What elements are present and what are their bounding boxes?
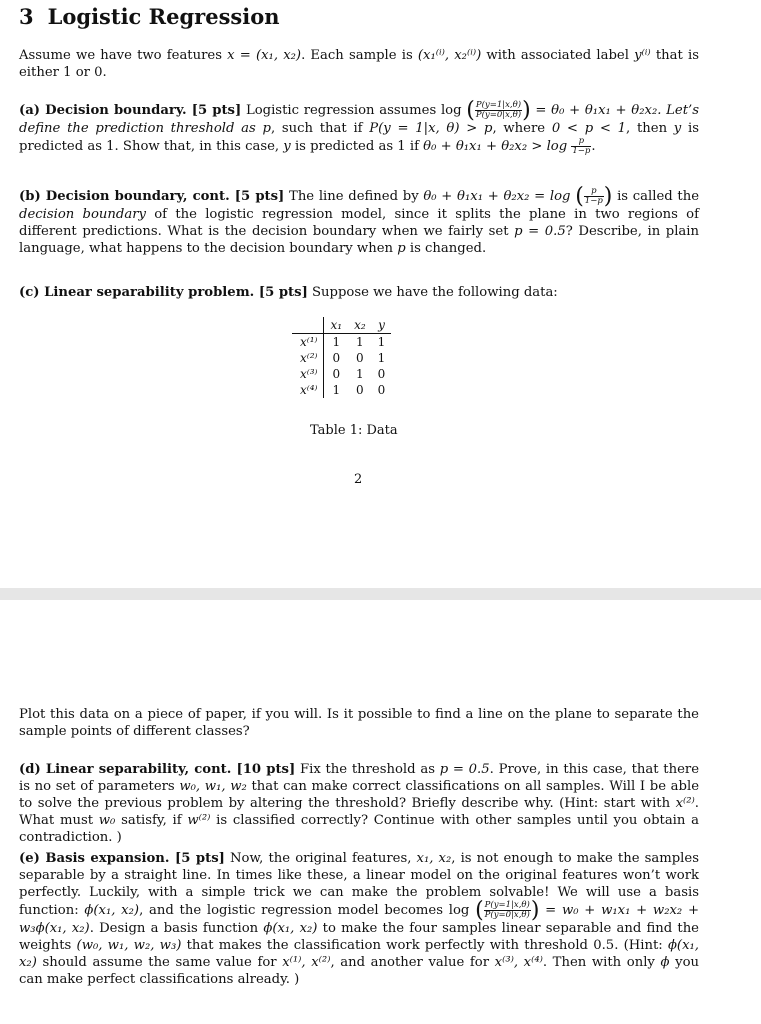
part-c-label: (c) Linear separability problem. [5 pts] <box>19 285 308 300</box>
data-table <box>292 317 391 398</box>
table-row: x⁽²⁾ 0 0 1 <box>292 350 391 366</box>
part-e-paragraph: (e) Basis expansion. [5 pts] Now, the original features, x₁, x₂, is not enough to make the samples separable by a straight line. In times like these, a linear model on the original features won’t work perfectly. Luckily, with a simple trick we can make the problem solvable! We will use a basis function: ϕ(x₁, x₂), and the logistic regression model becomes log ( $\frac{P(y=1|x,\theta)}{P(y=0|x,\theta)}$ ) = w₀ + w₁x₁ + w₂x₂ + w₃ϕ(x₁, x₂). Design a basis function ϕ(x₁, x₂) to make the four samples linear separable and find the weights (w₀, w₁, w₂, w₃) that makes the classification work perfectly with threshold 0.5. (Hint: ϕ(x₁, x₂) should assume the same value for x⁽¹⁾, x⁽²⁾, and another value for x⁽³⁾, x⁽⁴⁾. Then with only ϕ you can make perfect classifications already. ) <box>19 851 699 987</box>
table-header-x2: x₂ <box>348 317 372 334</box>
page-number: 2 <box>354 472 363 487</box>
table-row: x⁽¹⁾ 1 1 1 <box>292 334 391 351</box>
table-header-x1: x₁ <box>324 317 348 334</box>
part-c-paragraph: (c) Linear separability problem. [5 pts] Suppose we have the following data: <box>19 285 558 300</box>
section-number: 3 <box>19 4 34 29</box>
part-a-paragraph: (a) Decision boundary. [5 pts] Logistic regression assumes log ( $\frac{P(y=1|x,\theta)}{P(y=0|x,\theta)}$ ) = θ₀ + θ₁x₁ + θ₂x₂. Let’s define the prediction threshold as p, such that if P(y = 1|x, θ) > p, where 0 < p < 1, then y is predicted as 1. Show that, in this case, y is predicted as 1 if θ₀ + θ₁x₁ + θ₂x₂ > log $\frac{p}{1-p}$ . <box>19 98 699 156</box>
part-d-label: (d) Linear separability, cont. [10 pts] <box>19 762 296 777</box>
table-row: x⁽³⁾ 0 1 0 <box>292 366 391 382</box>
intro-paragraph: Assume we have two features x = (x₁, x₂). Each sample is (x₁⁽ⁱ⁾, x₂⁽ⁱ⁾) with associated label y⁽ⁱ⁾ that is either 1 or 0. <box>19 48 699 80</box>
part-b-label: (b) Decision boundary, cont. [5 pts] <box>19 189 285 204</box>
table-corner <box>292 317 324 334</box>
page-separator <box>0 588 761 600</box>
section-heading <box>19 4 279 29</box>
page-2 <box>0 600 761 1024</box>
continuation-paragraph: Plot this data on a piece of paper, if you will. Is it possible to find a line on the plane to separate the sample points of different classes? <box>19 707 699 739</box>
part-b-paragraph: (b) Decision boundary, cont. [5 pts] The line defined by θ₀ + θ₁x₁ + θ₂x₂ = log ( $\frac{p}{1-p}$ ) is called the decision boundary of the logistic regression model, since it splits the plane in two regions of different predictions. What is the decision boundary when we fairly set p = 0.5? Describe, in plain language, what happens to the decision boundary when p is changed. <box>19 184 700 256</box>
part-e-label: (e) Basis expansion. [5 pts] <box>19 851 225 866</box>
part-a-label: (a) Decision boundary. [5 pts] <box>19 103 242 118</box>
section-title: Logistic Regression <box>47 4 280 29</box>
table-header-y: y <box>372 317 392 334</box>
table-caption: Table 1: Data <box>310 423 398 438</box>
table-row: x⁽⁴⁾ 1 0 0 <box>292 382 391 398</box>
part-d-paragraph: (d) Linear separability, cont. [10 pts] Fix the threshold as p = 0.5. Prove, in this case, that there is no set of parameters w₀, w₁, w₂ that can make correct classifications on all samples. Will I be able to solve the previous problem by altering the threshold? Briefly describe why. (Hint: start with x⁽²⁾. What must w₀ satisfy, if w⁽²⁾ is classified correctly? Continue with other samples until you obtain a contradiction. ) <box>19 762 699 845</box>
